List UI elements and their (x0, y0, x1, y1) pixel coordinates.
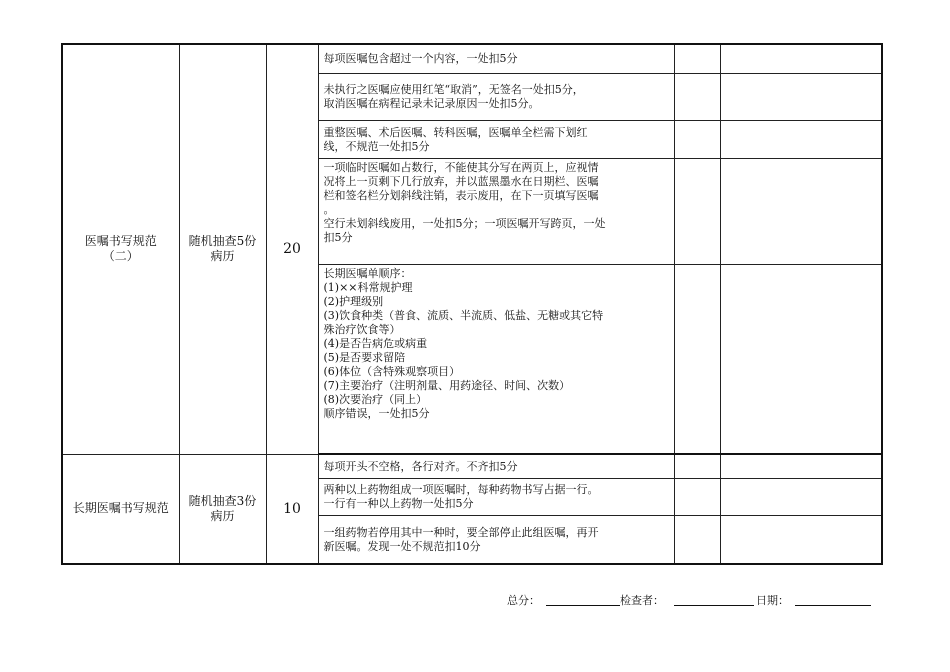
remarks-cell[interactable] (720, 120, 882, 158)
deduction-cell[interactable] (674, 515, 720, 564)
remarks-cell[interactable] (720, 264, 882, 454)
requirement-cell: 未执行之医嘱应使用红笔“取消”，无签名一处扣5分， 取消医嘱在病程记录未记录原因一处扣5分。 (318, 73, 674, 120)
requirement-cell: 两种以上药物组成一项医嘱时，每种药物书写占据一行。 一行有一种以上药物一处扣5分 (318, 478, 674, 515)
category-cell: 长期医嘱书写规范 (62, 454, 179, 564)
method-cell: 随机抽查3份 病历 (179, 454, 266, 564)
deduction-cell[interactable] (674, 478, 720, 515)
table-row (62, 44, 882, 73)
total-score-field[interactable] (546, 605, 620, 606)
remarks-cell[interactable] (720, 73, 882, 120)
deduction-cell[interactable] (674, 120, 720, 158)
requirement-cell: 每项医嘱包含超过一个内容，一处扣5分 (318, 44, 674, 73)
remarks-cell[interactable] (720, 44, 882, 73)
remarks-cell[interactable] (720, 454, 882, 478)
checker-field[interactable] (674, 605, 754, 606)
requirement-cell: 一项临时医嘱如占数行，不能使其分写在两页上，应视情 况将上一页剩下几行放弃，并以蓝黑墨水在日期栏、医嘱 栏和签名栏分划斜线注销，表示废用，在下一页填写医嘱 。 空行未划斜线废用，一处扣5分；一项医嘱开写跨页，一处 扣5分 (318, 158, 674, 264)
score-cell: 10 (266, 454, 318, 564)
signature-footer (0, 592, 950, 608)
score-cell: 20 (266, 44, 318, 454)
deduction-cell[interactable] (674, 44, 720, 73)
method-cell: 随机抽查5份 病历 (179, 44, 266, 454)
total-score-label: 总分： (507, 594, 540, 607)
deduction-cell[interactable] (674, 158, 720, 264)
deduction-cell[interactable] (674, 264, 720, 454)
deduction-cell[interactable] (674, 454, 720, 478)
requirement-cell: 一组药物若停用其中一种时，要全部停止此组医嘱，再开 新医嘱。发现一处不规范扣10分 (318, 515, 674, 564)
table-row (62, 454, 882, 478)
inspection-table (61, 43, 883, 565)
requirement-cell: 长期医嘱单顺序： (1)××科常规护理 (2)护理级别 (3)饮食种类（普食、流质、半流质、低盐、无糖或其它特 殊治疗饮食等） (4)是否告病危或病重 (5)是否要求留陪 (6)体位（含特殊观察项目） (7)主要治疗（注明剂量、用药途径、时间、次数） (8)次要治疗（同上） 顺序错误，一处扣5分 (318, 264, 674, 454)
date-label: 日期： (756, 594, 789, 607)
deduction-cell[interactable] (674, 73, 720, 120)
remarks-cell[interactable] (720, 478, 882, 515)
remarks-cell[interactable] (720, 158, 882, 264)
inspection-table-wrapper (61, 43, 881, 565)
remarks-cell[interactable] (720, 515, 882, 564)
requirement-cell: 重整医嘱、术后医嘱、转科医嘱，医嘱单全栏需下划红 线，不规范一处扣5分 (318, 120, 674, 158)
date-field[interactable] (795, 605, 871, 606)
category-cell: 医嘱书写规范 （二） (62, 44, 179, 454)
checker-label: 检查者： (620, 594, 664, 607)
requirement-cell: 每项开头不空格，各行对齐。不齐扣5分 (318, 454, 674, 478)
